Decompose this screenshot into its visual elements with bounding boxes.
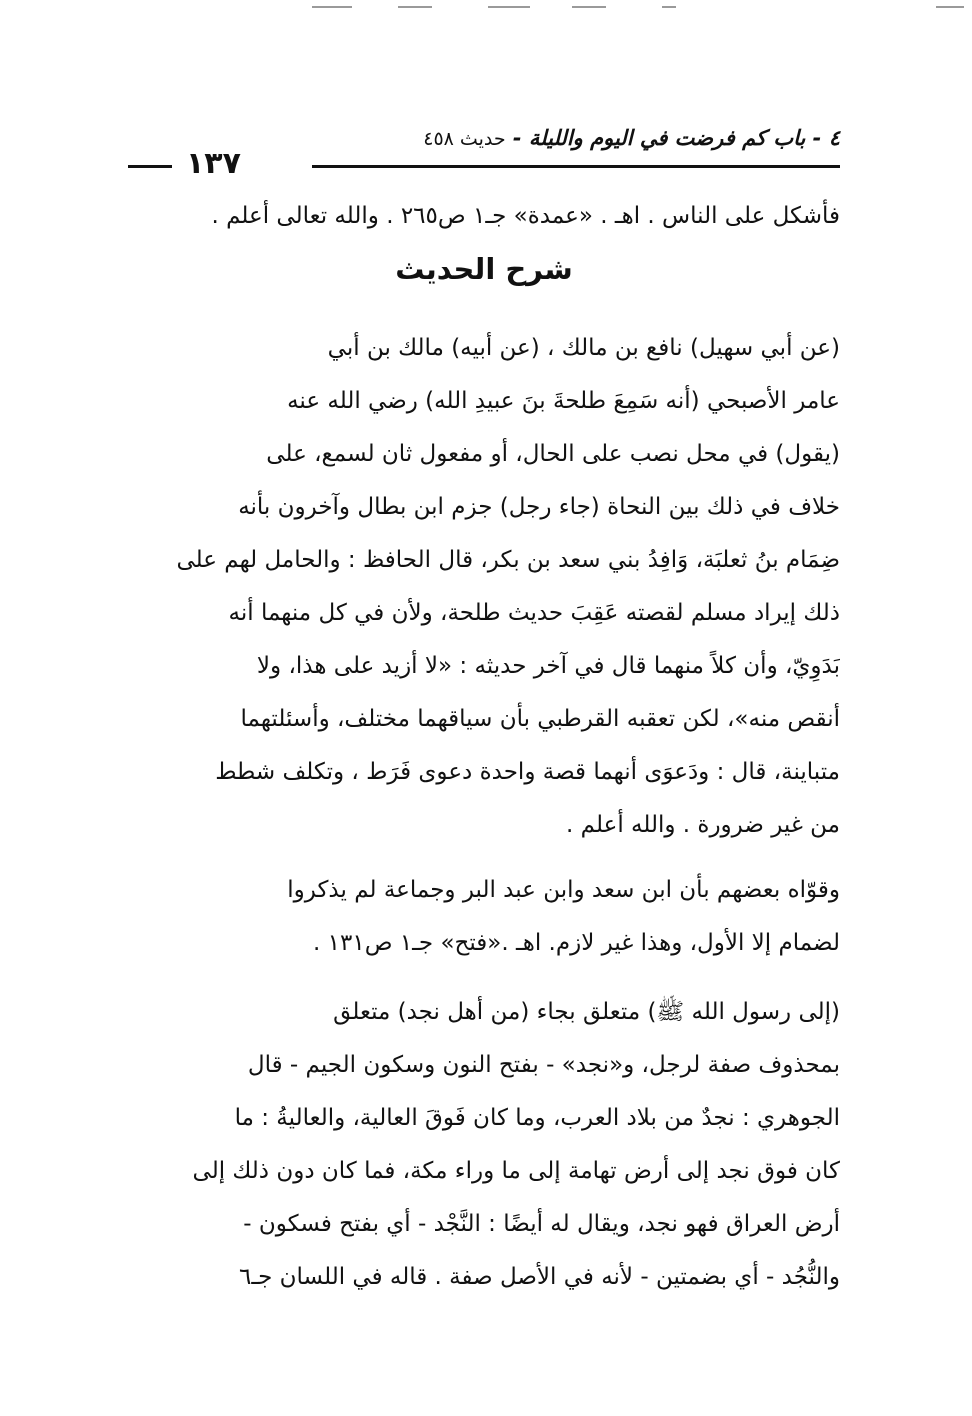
intro-line-block <box>128 190 840 243</box>
text-line: كان فوق نجد إلى أرض تهامة إلى ما وراء مكة، فما كان دون ذلك إلى <box>192 1158 840 1184</box>
text-line: (يقول) في محل نصب على الحال، أو مفعول ثان لسمع، على <box>266 441 840 467</box>
text-line: أنقص منه»، لكن تعقبه القرطبي بأن سياقهما مختلف، وأسئلتهما <box>240 706 840 732</box>
text-line: بمحذوف صفة لرجل، و«نجد» - بفتح النون وسكون الجيم - قال <box>247 1052 840 1078</box>
text-line: ذلك إيراد مسلم لقصته عَقِبَ حديث طلحة، ولأن في كل منهما أنه <box>228 600 840 626</box>
text-line: ضِمَام بنُ ثعلبَة، وَافِدُ بني سعد بن بكر، قال الحافظ : والحامل لهم على <box>176 547 840 573</box>
text-line: خلاف في ذلك بين النحاة (جاء رجل) جزم ابن بطال وآخرون بأنه <box>238 494 840 520</box>
page-header <box>128 120 840 180</box>
section-title: شرح الحديث <box>395 252 573 286</box>
text-line: من غير ضرورة . والله أعلم . <box>566 812 840 838</box>
text-line: وقوّاه بعضهم بأن ابن سعد وابن عبد البر وجماعة لم يذكروا <box>287 877 840 903</box>
scan-edge-marks <box>0 0 972 14</box>
intro-line: فأشكل على الناس . اهـ . «عمدة» جـ١ ص٢٦٥ . والله تعالى أعلم . <box>211 203 840 229</box>
paragraph-2 <box>128 864 840 970</box>
text-line: عامر الأصبحي (أنه سَمِعَ طلحةَ بنَ عبيدِ الله) رضي الله عنه <box>287 388 840 414</box>
text-line: (عن أبي سهيل) نافع بن مالك ، (عن أبيه) مالك بن أبي <box>327 335 840 361</box>
hadith-reference: حديث ٤٥٨ <box>423 128 506 150</box>
text-line: بَدَوِيّ، وأن كلاً منهما قال في آخر حديثه : «لا أزيد على هذا، ولا <box>256 653 840 679</box>
paragraph-3 <box>128 986 840 1304</box>
text-line: متباينة، قال : ودَعوَى أنهما قصة واحدة دعوى فَرَط ، وتكلف شطط <box>215 759 840 785</box>
paragraph-1 <box>128 322 840 852</box>
chapter-title: ٤ - باب كم فرضت في اليوم والليلة - <box>512 126 840 150</box>
text-line: والنُّجُد - أي بضمتين - لأنه في الأصل صفة . قاله في اللسان جـ٦ <box>239 1264 840 1290</box>
text-line: لضمام إلا الأول، وهذا غير لازم. اهـ .«فتح» جـ١ ص١٣١ . <box>313 930 840 956</box>
header-rule <box>312 165 840 168</box>
text-line: الجوهري : نجدٌ من بلاد العرب، وما كان فَوقَ العالية، والعاليةُ : ما <box>234 1105 840 1131</box>
page-number: ١٣٧ <box>186 146 241 181</box>
page-number-dash <box>128 165 172 168</box>
text-line: أرض العراق فهو نجد، ويقال له أيضًا : النَّجْد - أي بفتح فسكون - <box>243 1211 840 1237</box>
running-title <box>423 126 840 150</box>
text-line: (إلى رسول الله ﷺ) متعلق بجاء (من أهل نجد) متعلق <box>333 999 840 1025</box>
